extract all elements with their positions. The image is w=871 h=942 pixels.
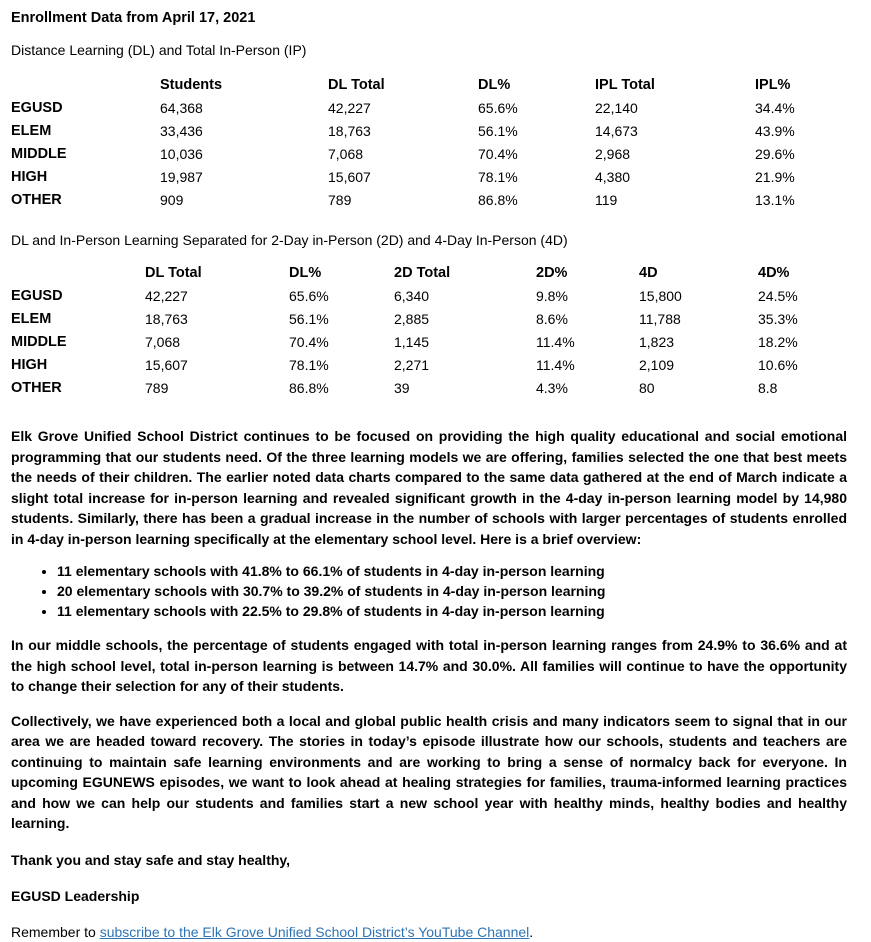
cell-value: 70.4%: [289, 334, 329, 350]
cell-value: 6,340: [394, 288, 430, 304]
cell-value: 56.1%: [478, 123, 518, 139]
list-item: • 20 elementary schools with 30.7% to 39.2% of students in 4-day in-person learning: [57, 581, 847, 601]
row-label: ELEM: [11, 123, 52, 139]
cell-value: 13.1%: [755, 192, 795, 208]
elementary-overview-list: [11, 561, 847, 621]
header-cell-dl-pct: DL%: [478, 77, 511, 93]
table-row: [11, 189, 847, 212]
cell-value: 119: [595, 192, 618, 208]
recovery-paragraph: Collectively, we have experienced both a local and global public health crisis and many indicators seem to signal that in our area we are headed toward recovery. The stories in today’s episode illustrate how our schools, students and teachers are continuing to maintain safe learning environments and are working to bring a sense of normalcy back for everyone. In upcoming EGUNEWS episodes, we want to look ahead at healing strategies for families, trauma-informed learning practices and how we can help our students and families start a new school year with healthy minds, healthy bodies and healthy learning.: [11, 712, 847, 831]
cell-value: 43.9%: [755, 123, 795, 139]
table-row: [11, 285, 847, 308]
header-cell-2d-total: 2D Total: [394, 265, 451, 281]
intro-paragraph: Elk Grove Unified School District continues to be focused on providing the high quality educational and social emotional programming that our students need. Of the three learning models we are offering, families selected the one that best meets the needs of their children. The earlier noted data charts compared to the same data gathered at the end of March indicate a slight total increase for in-person learning and revealed significant growth in the 4-day in-person learning model by 14,980 students. Similarly, there has been a gradual increase in the number of schools with larger percentages of students enrolled in 4-day in-person learning specifically at the elementary school level. Here is a brief overview:: [11, 428, 847, 547]
cell-value: 29.6%: [755, 146, 795, 162]
cell-value: 15,607: [328, 169, 371, 185]
cell-value: 10.6%: [758, 357, 798, 373]
cell-value: 78.1%: [289, 357, 329, 373]
cell-value: 34.4%: [755, 100, 795, 116]
header-cell-2d-pct: 2D%: [536, 265, 568, 281]
cell-value: 56.1%: [289, 311, 329, 327]
cell-value: 2,968: [595, 146, 631, 162]
cell-value: 64,368: [160, 100, 203, 116]
cell-value: 7,068: [328, 146, 364, 162]
list-item: • 11 elementary schools with 22.5% to 29.8% of students in 4-day in-person learning: [57, 601, 847, 621]
table-row: [11, 308, 847, 331]
cell-value: 65.6%: [478, 100, 518, 116]
page-title: Enrollment Data from April 17, 2021: [11, 10, 256, 26]
header-cell-dl-total: DL Total: [145, 265, 202, 281]
header-cell-4d: 4D: [639, 265, 658, 281]
cell-value: 24.5%: [758, 288, 798, 304]
cell-value: 4,380: [595, 169, 631, 185]
cell-value: 86.8%: [478, 192, 518, 208]
header-cell-4d-pct: 4D%: [758, 265, 790, 281]
cell-value: 1,145: [394, 334, 430, 350]
cell-value: 21.9%: [755, 169, 795, 185]
middle-high-paragraph: In our middle schools, the percentage of students engaged with total in-person learning ranges from 24.9% to 36.6% and at the high school level, total in-person learning is between 14.7% and 30.0%. All families will continue to have the opportunity to change their selection for any of their students.: [11, 637, 847, 694]
cell-value: 15,800: [639, 288, 682, 304]
reminder-line: [11, 922, 847, 942]
reminder-suffix: .: [529, 923, 534, 940]
cell-value: 65.6%: [289, 288, 329, 304]
cell-value: 789: [328, 192, 352, 208]
row-label: OTHER: [11, 192, 62, 208]
table-row: [11, 331, 847, 354]
cell-value: 909: [160, 192, 184, 208]
header-cell-dl-pct: DL%: [289, 265, 322, 281]
cell-value: 11.4%: [536, 357, 575, 373]
cell-value: 22,140: [595, 100, 638, 116]
youtube-channel-link[interactable]: subscribe to the Elk Grove Unified School District’s YouTube Channel: [99, 923, 530, 940]
cell-value: 18,763: [145, 311, 188, 327]
cell-value: 7,068: [145, 334, 181, 350]
table-row: [11, 97, 847, 120]
row-label: HIGH: [11, 169, 48, 185]
table-dl-ip: [11, 74, 847, 212]
table-2d-4d: [11, 262, 847, 400]
table-header-row: [11, 74, 847, 97]
cell-value: 11,788: [639, 311, 681, 327]
row-label: MIDDLE: [11, 146, 67, 162]
header-cell-students: Students: [160, 77, 223, 93]
header-cell-ipl-pct: IPL%: [755, 77, 791, 93]
cell-value: 789: [145, 380, 169, 396]
cell-value: 8.6%: [536, 311, 568, 327]
cell-value: 8.8: [758, 380, 778, 396]
row-label: HIGH: [11, 357, 48, 373]
table-row: [11, 143, 847, 166]
reminder-prefix: Remember to: [11, 923, 100, 940]
row-label: EGUSD: [11, 288, 63, 304]
cell-value: 4.3%: [536, 380, 568, 396]
cell-value: 33,436: [160, 123, 203, 139]
table-header-row: [11, 262, 847, 285]
row-label: MIDDLE: [11, 334, 67, 350]
cell-value: 80: [639, 380, 655, 396]
section1-heading: Distance Learning (DL) and Total In-Person (IP): [11, 42, 307, 58]
section2-heading: DL and In-Person Learning Separated for 2-Day in-Person (2D) and 4-Day In-Person (4D): [11, 232, 568, 248]
row-label: OTHER: [11, 380, 62, 396]
table-row: [11, 166, 847, 189]
cell-value: 11.4%: [536, 334, 575, 350]
header-cell-ipl-total: IPL Total: [595, 77, 655, 93]
cell-value: 2,271: [394, 357, 430, 373]
thanks-line: Thank you and stay safe and stay healthy,: [11, 851, 291, 868]
row-label: ELEM: [11, 311, 52, 327]
cell-value: 2,109: [639, 357, 675, 373]
cell-value: 78.1%: [478, 169, 518, 185]
cell-value: 18.2%: [758, 334, 798, 350]
cell-value: 19,987: [160, 169, 203, 185]
table-row: [11, 120, 847, 143]
cell-value: 42,227: [145, 288, 188, 304]
cell-value: 1,823: [639, 334, 675, 350]
header-cell-dl-total: DL Total: [328, 77, 385, 93]
cell-value: 2,885: [394, 311, 430, 327]
cell-value: 35.3%: [758, 311, 798, 327]
cell-value: 86.8%: [289, 380, 329, 396]
list-item: • 11 elementary schools with 41.8% to 66.1% of students in 4-day in-person learning: [57, 561, 847, 581]
table-row: [11, 377, 847, 400]
cell-value: 15,607: [145, 357, 188, 373]
cell-value: 18,763: [328, 123, 371, 139]
cell-value: 70.4%: [478, 146, 518, 162]
table-row: [11, 354, 847, 377]
cell-value: 10,036: [160, 146, 203, 162]
cell-value: 39: [394, 380, 410, 396]
cell-value: 42,227: [328, 100, 371, 116]
row-label: EGUSD: [11, 100, 63, 116]
cell-value: 9.8%: [536, 288, 568, 304]
cell-value: 14,673: [595, 123, 638, 139]
signature-line: EGUSD Leadership: [11, 887, 140, 904]
